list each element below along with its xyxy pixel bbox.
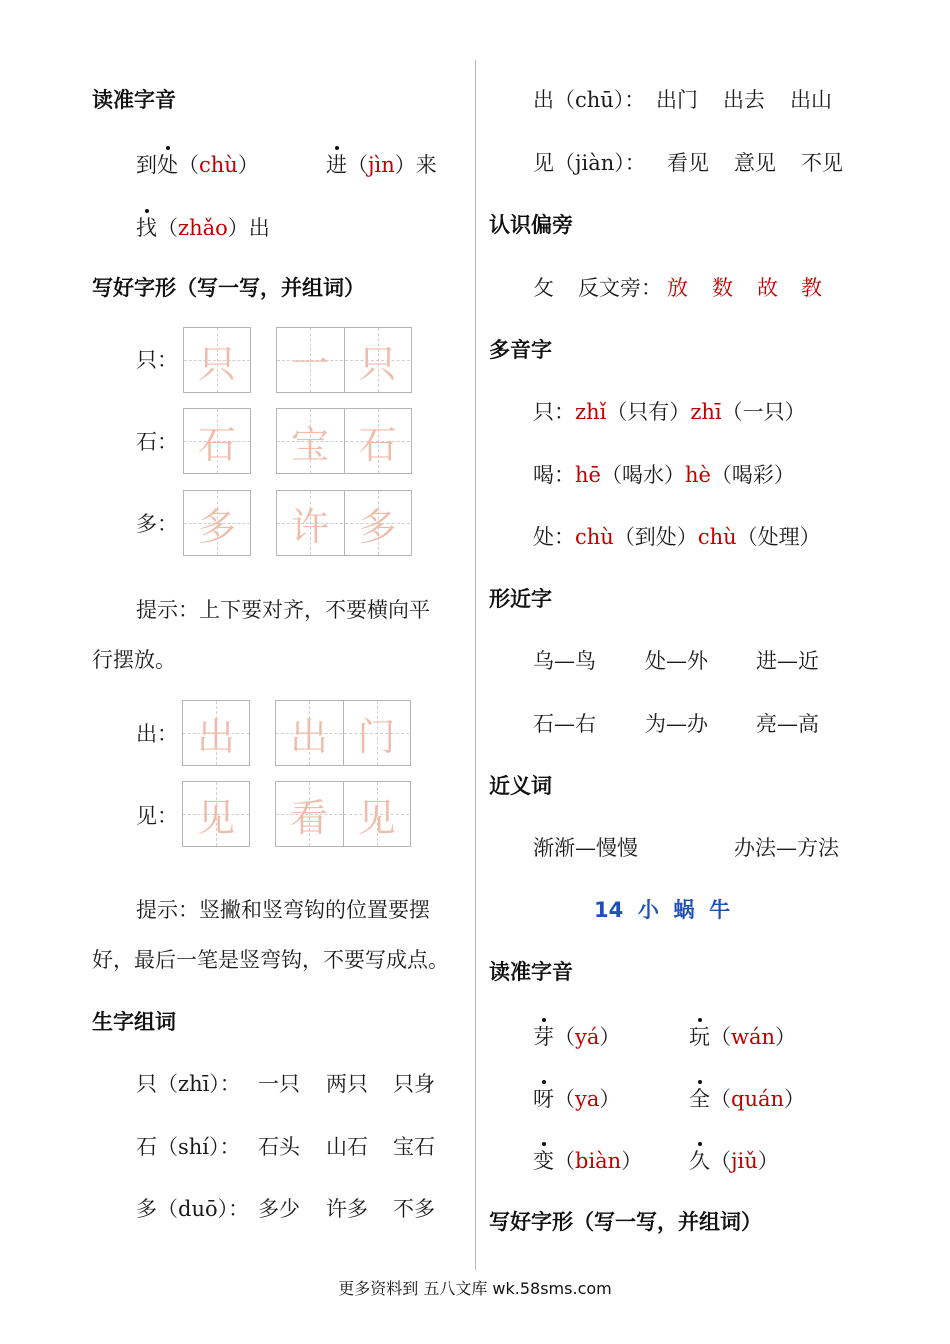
word: 出去 [723,88,765,112]
grid-label: 石： [136,430,178,454]
pinyin: chù [575,525,614,549]
tip-text-2a: 提示：竖撇和竖弯钩的位置要摆 [136,898,430,922]
lesson-title: 14 小 蜗 牛 [594,898,731,922]
pron-item [533,1151,642,1172]
pinyin: quán [731,1087,785,1111]
pron-item-daochu [136,155,259,176]
synonym-pair: 办法—方法 [734,836,839,860]
paren-open: （ [157,216,178,240]
synonym-pair: 渐渐—慢慢 [533,836,638,860]
pinyin: hè [684,463,711,487]
radical-name: 反文旁： [578,276,662,300]
word: 石头 [258,1135,300,1159]
grid-char: 看 [289,795,328,840]
word: 山石 [326,1135,368,1159]
pinyin: jìn [368,153,395,177]
word-pinyin: （jiàn）： [554,151,646,175]
pron-dotted-char: 进 [326,153,347,177]
word: 意见 [734,151,776,175]
pinyin: zhī [690,400,722,424]
word-char: 见 [533,151,554,175]
grid-char: 门 [357,714,396,759]
write-heading-2: 写好字形（写一写，并组词） [489,1210,762,1234]
pinyin: chù [697,525,737,549]
grid-cell [277,328,343,392]
tianzi-grid-single [182,700,250,766]
grid-cell [344,409,410,473]
pinyin: wán [731,1025,776,1049]
poly-char: 只： [533,400,575,424]
tianzi-grid-single [182,781,250,847]
grid-char: 宝 [290,422,329,467]
word-pinyin: （zhī）： [157,1072,241,1096]
pron-dotted-char: 找 [136,216,157,240]
paren-close: ） [621,1149,643,1173]
word-char-pinyin [136,1199,249,1220]
grid-cell [277,409,343,473]
footer-text: 更多资料到 五八文库 wk.58sms.com [338,1279,612,1298]
grid-char: 只 [197,341,236,386]
pron-heading: 读准字音 [92,88,176,112]
pron-dotted-char: 变 [533,1149,554,1173]
word-pinyin: （shí）： [157,1135,241,1159]
similar-pair: 石—右 [533,712,596,736]
similar-pair: 乌—鸟 [533,649,596,673]
paren-close: ） [775,1025,797,1049]
paren-close: ）出 [227,216,270,240]
paren-open: （ [554,1087,575,1111]
word-char: 只 [136,1072,157,1096]
grid-label: 多： [136,512,178,536]
word: 只身 [393,1072,435,1096]
column-divider [475,60,476,1270]
poly-heading: 多音字 [489,338,552,362]
grid-char: 石 [358,422,397,467]
word-char-pinyin [136,1074,241,1095]
tip-text-1a: 提示：上下要对齐，不要横向平 [136,598,430,622]
poly-word: （喝水） [600,463,685,487]
paren-open: （ [710,1087,731,1111]
grid-char: 多 [197,504,236,549]
radical-example: 故 [757,276,778,300]
word-pinyin: （chū）： [554,88,646,112]
radical-example: 教 [801,276,822,300]
word-pinyin: （duō）： [157,1197,250,1221]
tianzi-grid-pair [275,700,411,766]
word: 出山 [790,88,832,112]
pinyin: hē [575,463,601,487]
pron-item [533,1089,620,1110]
grid-cell [277,491,343,555]
pinyin: chù [199,153,238,177]
pron-item [689,1151,779,1172]
grid-cell [343,701,409,765]
similar-heading: 形近字 [489,587,552,611]
tianzi-grid-single [183,327,251,393]
grid-char: 只 [358,341,397,386]
tip-text-2b: 好，最后一笔是竖弯钩，不要写成点。 [92,948,449,972]
pron-dotted-char: 芽 [533,1025,554,1049]
paren-open: （ [710,1149,731,1173]
pron-item [689,1027,796,1048]
pron-dotted-char: 处 [157,153,178,177]
pinyin: yá [575,1025,600,1049]
word-char: 石 [136,1135,157,1159]
grid-cell [344,328,410,392]
grid-label: 见： [136,804,178,828]
poly-char: 喝： [533,463,575,487]
paren-close: ） [757,1149,779,1173]
tip-text-1b: 行摆放。 [92,648,176,672]
pinyin: zhǐ [575,400,607,424]
grid-label: 出： [136,722,178,746]
grid-cell [184,491,250,555]
similar-pair: 亮—高 [756,712,819,736]
poly-word: （喝彩） [710,463,795,487]
pron-dotted-char: 玩 [689,1025,710,1049]
grid-cell [344,491,410,555]
pron-dotted-char: 呀 [533,1087,554,1111]
similar-pair: 处—外 [645,649,708,673]
word-char: 多 [136,1197,157,1221]
grid-char: 见 [196,795,235,840]
tianzi-grid-pair [275,781,411,847]
word-char-pinyin [533,153,646,174]
radical-symbol: 攵 [533,276,554,300]
paren-open: （ [710,1025,731,1049]
grid-char: 石 [197,422,236,467]
radical-example: 数 [712,276,733,300]
paren-open: （ [554,1025,575,1049]
grid-cell [343,782,409,846]
word: 一只 [258,1072,300,1096]
paren-close: ）来 [394,153,437,177]
word-char-pinyin [136,1137,241,1158]
word: 许多 [326,1197,368,1221]
word: 宝石 [393,1135,435,1159]
word: 不见 [801,151,843,175]
pron-heading-2: 读准字音 [489,960,573,984]
radical-example: 放 [667,276,688,300]
poly-word: （一只） [721,400,806,424]
paren-close: ） [784,1087,806,1111]
grid-cell [183,701,249,765]
pron-item [533,1027,620,1048]
tianzi-grid-pair [276,408,412,474]
pron-item [689,1089,805,1110]
synonym-heading: 近义词 [489,774,552,798]
grid-char: 出 [196,714,235,759]
grid-char: 多 [358,504,397,549]
pron-item-jinlai [326,155,437,176]
pron-item-zhaochu [136,218,270,239]
pron-char: 到 [136,153,157,177]
tianzi-grid-single [183,490,251,556]
word: 不多 [393,1197,435,1221]
words-heading: 生字组词 [92,1010,176,1034]
pron-dotted-char: 全 [689,1087,710,1111]
poly-word: （只有） [606,400,691,424]
grid-cell [276,701,342,765]
tianzi-grid-pair [276,327,412,393]
word: 多少 [258,1197,300,1221]
pinyin: zhǎo [178,216,228,240]
poly-word: （到处） [613,525,698,549]
tianzi-grid-single [183,408,251,474]
grid-char: 见 [357,795,396,840]
pinyin: biàn [575,1149,622,1173]
grid-char: 许 [290,504,329,549]
tianzi-grid-pair [276,490,412,556]
word-char-pinyin [533,90,645,111]
word: 出门 [656,88,698,112]
poly-row [533,527,821,548]
poly-word: （处理） [736,525,821,549]
grid-label: 只： [136,348,178,372]
grid-char: 出 [289,714,328,759]
word: 两只 [326,1072,368,1096]
grid-cell [276,782,342,846]
radical-heading: 认识偏旁 [489,213,573,237]
poly-row [533,465,795,486]
pinyin: jiǔ [731,1149,758,1173]
grid-cell [184,409,250,473]
grid-char: 一 [290,341,329,386]
pinyin: ya [575,1087,600,1111]
paren-open: （ [347,153,368,177]
grid-cell [183,782,249,846]
grid-cell [184,328,250,392]
paren-open: （ [554,1149,575,1173]
poly-row [533,402,806,423]
word-char: 出 [533,88,554,112]
similar-pair: 为—办 [645,712,708,736]
poly-char: 处： [533,525,575,549]
similar-pair: 进—近 [756,649,819,673]
paren-close: ） [237,153,259,177]
write-heading: 写好字形（写一写，并组词） [92,276,365,300]
paren-open: （ [178,153,199,177]
pron-dotted-char: 久 [689,1149,710,1173]
paren-close: ） [599,1025,621,1049]
paren-close: ） [599,1087,621,1111]
word: 看见 [667,151,709,175]
